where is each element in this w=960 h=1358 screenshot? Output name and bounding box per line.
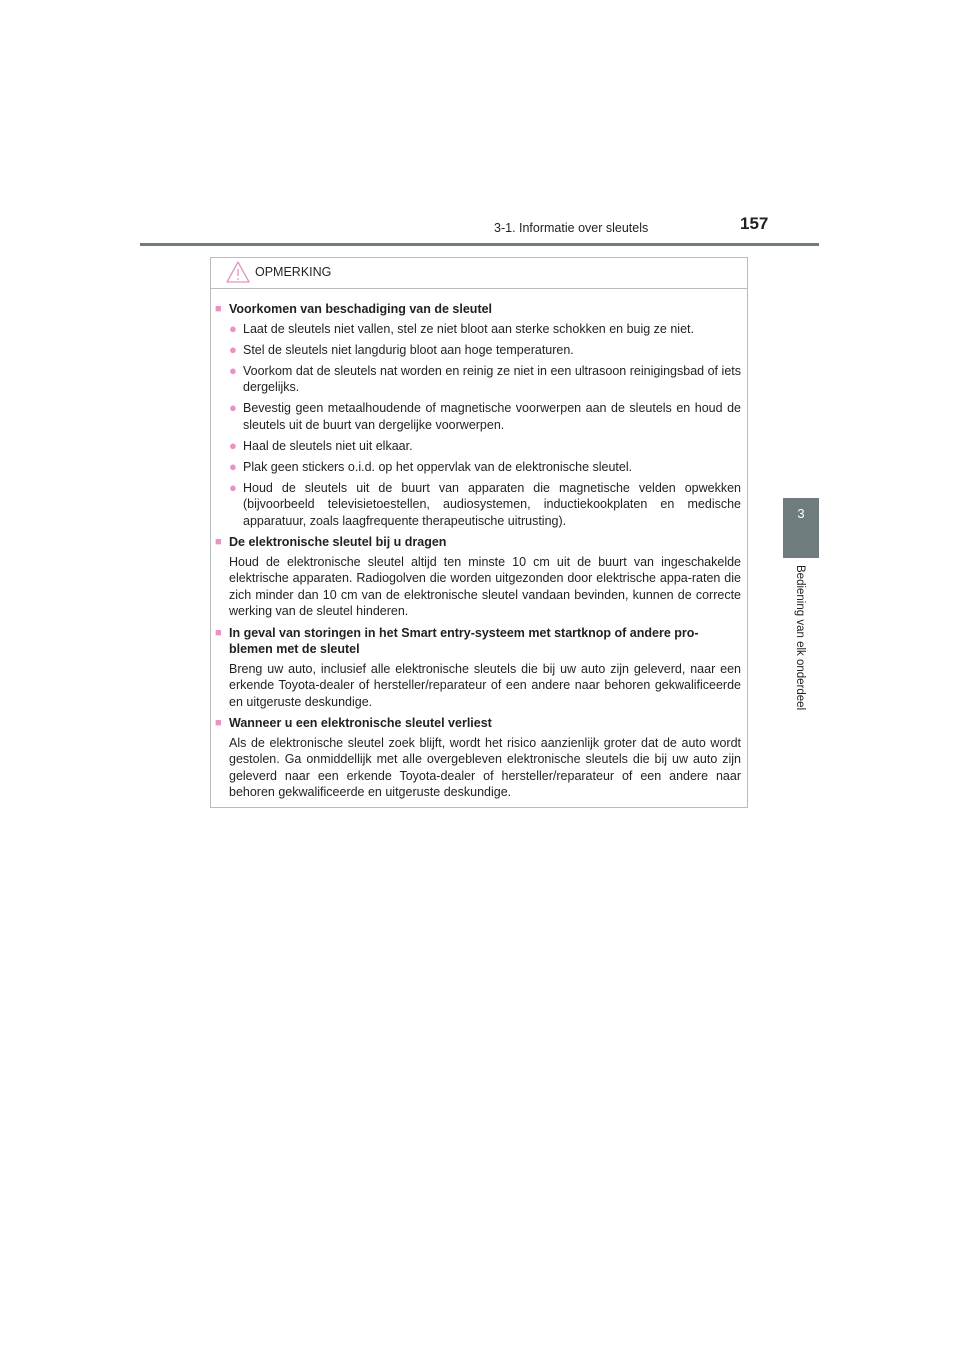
square-bullet-icon: ■ xyxy=(215,536,222,548)
chapter-tab xyxy=(783,498,819,558)
chapter-number: 3 xyxy=(797,506,805,521)
dot-bullet-icon: ● xyxy=(229,458,237,474)
page-number: 157 xyxy=(740,214,769,233)
section-paragraph: Als de elektronische sleutel zoek blijft, wordt het risico aanzienlijk groter dat de auto wordt gestolen. Ga onmiddellijk met alle overgebleven elektronische sleutels die bij uw auto zijn geleverd naar een erkende Toyota-dealer of hersteller/reparateur of een andere naar behoren gekwalificeerde en uitgeruste deskundige. xyxy=(229,735,741,799)
notice-header xyxy=(211,258,747,289)
square-bullet-icon: ■ xyxy=(215,717,222,729)
notice-box xyxy=(210,257,748,808)
list-item: ● Houd de sleutels uit de buurt van apparaten die magnetische velden opwekken (bijvoorbeeld televisietoestellen, audiosystemen, inductiekookplaten en medische apparatuur, zoals laagfrequente therapeutische uitrusting). xyxy=(229,479,741,528)
section-heading: Wanneer u een elektronische sleutel verliest xyxy=(229,716,492,730)
notice-section xyxy=(215,534,741,620)
notice-body xyxy=(211,289,747,801)
list-item: ● Haal de sleutels niet uit elkaar. xyxy=(229,437,413,453)
list-item: ● Stel de sleutels niet langdurig bloot aan hoge temperaturen. xyxy=(229,341,574,357)
square-bullet-icon: ■ xyxy=(215,303,222,315)
list-item: ● Plak geen stickers o.i.d. op het oppervlak van de elektronische sleutel. xyxy=(229,458,633,474)
dot-bullet-icon: ● xyxy=(229,341,237,357)
notice-section xyxy=(215,625,741,711)
list-item: ● Bevestig geen metaalhoudende of magnetische voorwerpen aan de sleutels en houd de sleutels uit de buurt van dergelijke voorwerpen. xyxy=(229,400,741,432)
list-item: ● Laat de sleutels niet vallen, stel ze niet bloot aan sterke schokken en buig ze niet. xyxy=(229,320,694,336)
notice-section xyxy=(215,301,741,529)
warning-triangle-icon xyxy=(225,260,251,284)
chapter-title-text: Bediening van elk onderdeel xyxy=(794,565,806,711)
list-item: ● Voorkom dat de sleutels nat worden en reinig ze niet in een ultrasoon reinigingsbad of iets dergelijks. xyxy=(229,362,741,394)
chapter-title xyxy=(773,565,829,735)
section-paragraph: Houd de elektronische sleutel altijd ten minste 10 cm uit de buurt van ingeschakelde elektrische apparaten. Radiogolven die worden uitgezonden door elektrische appa-raten die zich minder dan 10 cm van de elektronische sleutel vandaan bevinden, kunnen de correcte werking van de sleutel hinderen. xyxy=(229,554,741,618)
section-heading: De elektronische sleutel bij u dragen xyxy=(229,535,447,549)
header-rule xyxy=(140,243,819,246)
section-heading: Voorkomen van beschadiging van de sleutel xyxy=(229,302,493,316)
square-bullet-icon: ■ xyxy=(215,626,222,639)
notice-title: OPMERKING xyxy=(255,265,332,279)
section-heading: In geval van storingen in het Smart entry-systeem met startknop of andere pro-blemen met de sleutel xyxy=(229,625,699,656)
header-section-title: 3-1. Informatie over sleutels xyxy=(494,221,649,235)
section-paragraph: Breng uw auto, inclusief alle elektronische sleutels die bij uw auto zijn geleverd, naar een erkende Toyota-dealer of hersteller/reparateur of een andere naar behoren gekwalificeerde en uitgeruste deskundige. xyxy=(229,661,741,709)
dot-bullet-icon: ● xyxy=(229,320,237,336)
dot-bullet-icon: ● xyxy=(229,437,237,453)
dot-bullet-icon: ● xyxy=(229,479,237,495)
dot-bullet-icon: ● xyxy=(229,400,237,415)
notice-section xyxy=(215,715,741,801)
dot-bullet-icon: ● xyxy=(229,362,237,378)
